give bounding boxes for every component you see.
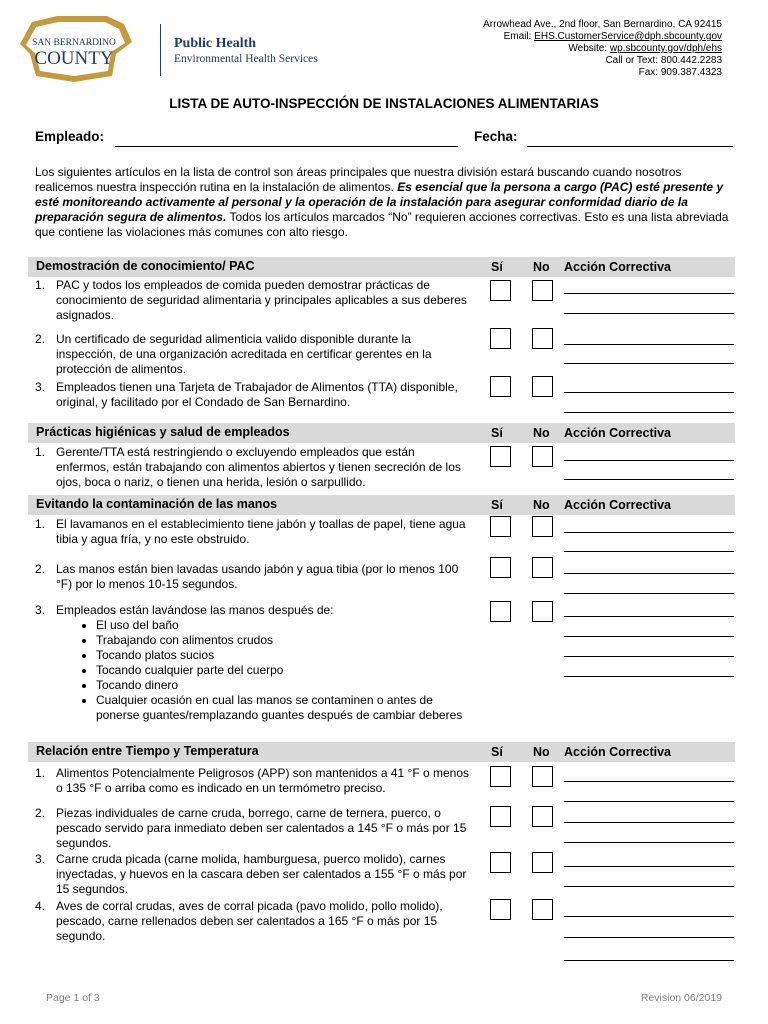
yes-checkbox[interactable] xyxy=(490,516,511,537)
checklist-item xyxy=(35,562,465,594)
item-number: 2. xyxy=(35,562,46,576)
corrective-action-line[interactable] xyxy=(564,960,734,961)
item-text: PAC y todos los empleados de comida pueden demostrar prácticas de conocimiento de seguridad alimentaria y principales aplicables a sus deberes asignados. xyxy=(56,278,467,322)
corrective-action-line[interactable] xyxy=(564,551,734,552)
bullet-list xyxy=(56,618,471,723)
yes-checkbox[interactable] xyxy=(490,766,511,787)
checklist-item xyxy=(35,332,465,380)
yes-checkbox[interactable] xyxy=(490,376,511,397)
no-checkbox[interactable] xyxy=(532,766,553,787)
corrective-action-line[interactable] xyxy=(564,866,734,867)
list-item: • Cualquier ocasión en cual las manos se contaminen o antes de ponerse guantes/remplazando guantes después de cambiar deberes xyxy=(96,693,471,723)
checklist-item xyxy=(35,852,465,900)
email-label: Email: xyxy=(503,31,535,42)
corrective-action-line[interactable] xyxy=(564,593,734,594)
yes-checkbox[interactable] xyxy=(490,601,511,622)
employee-label: Empleado: xyxy=(35,129,105,144)
corrective-action-line[interactable] xyxy=(564,344,734,345)
date-field[interactable] xyxy=(527,146,733,147)
yes-checkbox[interactable] xyxy=(490,328,511,349)
no-checkbox[interactable] xyxy=(532,852,553,873)
column-no: No xyxy=(533,745,550,759)
item-text: Carne cruda picada (carne molida, hamburguesa, puerco molido), carnes inyectadas, y huevos en la cascara deben ser calentados a 155 °F o más por 15 segundos. xyxy=(56,852,467,896)
no-checkbox[interactable] xyxy=(532,446,553,467)
no-checkbox[interactable] xyxy=(532,516,553,537)
contact-block xyxy=(483,19,722,79)
item-number: 1. xyxy=(35,766,46,780)
list-item: • El uso del baño xyxy=(96,618,471,633)
corrective-action-line[interactable] xyxy=(564,293,734,294)
checklist-item xyxy=(35,766,470,798)
item-text: Gerente/TTA está restringiendo o excluyendo empleados que están enfermos, están trabajando con alimentos abiertos y tienen secreción de los ojos, boca o nariz, o tienen una herida, lesión o sarpullido. xyxy=(56,445,461,489)
item-text-block xyxy=(56,603,471,723)
address: Arrowhead Ave., 2nd floor, San Bernardino, CA 92415 xyxy=(483,19,722,30)
section-header xyxy=(28,742,735,762)
website-label: Website: xyxy=(568,43,610,54)
column-action: Acción Correctiva xyxy=(564,498,671,512)
item-number: 3. xyxy=(35,603,46,617)
item-number: 3. xyxy=(35,852,46,866)
yes-checkbox[interactable] xyxy=(490,280,511,301)
section-title: Demostración de conocimiento/ PAC xyxy=(36,259,255,273)
item-number: 1. xyxy=(35,517,46,531)
column-action: Acción Correctiva xyxy=(564,260,671,274)
item-number: 4. xyxy=(35,899,46,913)
intro-part2: Es esencial que la persona a cargo (PAC) esté presente y esté monitoreando activamente al personal y la operación de la instalación para asegurar conformidad diario de la preparación segura de alimentos. xyxy=(35,180,724,224)
intro-part1: Los siguientes artículos en la lista de control son áreas principales que nuestra división estará buscando cuando nosotros realicemos nuestra inspección rutina en la instalación de alimentos. xyxy=(35,165,682,194)
column-yes: Sí xyxy=(491,498,503,512)
county-seal-icon xyxy=(12,14,137,84)
intro-part3: Todos los artículos marcados “No” requieren acciones correctivas. Esto es una lista abreviada que contiene las violaciones más comunes con alto riesgo. xyxy=(35,210,729,239)
corrective-action-line[interactable] xyxy=(564,676,734,677)
corrective-action-line[interactable] xyxy=(564,842,734,843)
corrective-action-line[interactable] xyxy=(564,532,734,533)
no-checkbox[interactable] xyxy=(532,899,553,920)
document-title: LISTA DE AUTO-INSPECCIÓN DE INSTALACIONES ALIMENTARIAS xyxy=(169,96,599,111)
yes-checkbox[interactable] xyxy=(490,557,511,578)
fax: Fax: 909.387.4323 xyxy=(638,67,722,78)
corrective-action-line[interactable] xyxy=(564,916,734,917)
column-no: No xyxy=(533,260,550,274)
checklist-item xyxy=(35,517,465,549)
corrective-action-line[interactable] xyxy=(564,313,734,314)
item-text: Un certificado de seguridad alimenticia valido disponible durante la inspección, de una organización acreditada en certificar gerentes en la protección de alimentos. xyxy=(56,332,432,376)
website-link[interactable]: wp.sbcounty.gov/dph/ehs xyxy=(609,43,722,54)
column-no: No xyxy=(533,498,550,512)
yes-checkbox[interactable] xyxy=(490,806,511,827)
item-text: Empleados tienen una Tarjeta de Trabajador de Alimentos (TTA) disponible, original, y facilitado por el Condado de San Bernardino. xyxy=(56,380,458,409)
no-checkbox[interactable] xyxy=(532,557,553,578)
website-line xyxy=(483,43,722,55)
no-checkbox[interactable] xyxy=(532,328,553,349)
corrective-action-line[interactable] xyxy=(564,937,734,938)
corrective-action-line[interactable] xyxy=(564,479,734,480)
section-title: Prácticas higiénicas y salud de empleados xyxy=(36,425,290,439)
checklist-item xyxy=(35,603,465,741)
item-text: Alimentos Potencialmente Peligrosos (APP) son mantenidos a 41 °F o menos o 135 °F o arriba como es indicado en un termómetro preciso. xyxy=(56,766,470,795)
section-header xyxy=(28,257,735,277)
corrective-action-line[interactable] xyxy=(564,822,734,823)
no-checkbox[interactable] xyxy=(532,601,553,622)
corrective-action-line[interactable] xyxy=(564,656,734,657)
list-item: • Trabajando con alimentos crudos xyxy=(96,633,471,648)
section-header xyxy=(28,423,735,443)
logo-line2: COUNTY xyxy=(34,48,114,69)
checklist-item xyxy=(35,278,465,326)
email-link[interactable]: EHS.CustomerService@dph.sbcounty.gov xyxy=(534,31,722,42)
corrective-action-line[interactable] xyxy=(564,412,734,413)
item-number: 2. xyxy=(35,332,46,346)
item-text: Las manos están bien lavadas usando jabón y agua tibia (por lo menos 100 °F) por lo menos 10-15 segundos. xyxy=(56,562,459,591)
no-checkbox[interactable] xyxy=(532,280,553,301)
corrective-action-line[interactable] xyxy=(564,616,734,617)
column-yes: Sí xyxy=(491,745,503,759)
phone: Call or Text: 800.442.2283 xyxy=(605,55,722,66)
checklist-item xyxy=(35,445,465,493)
item-text: El lavamanos en el establecimiento tiene jabón y toallas de papel, tiene agua tibia y agua fría, y no este obstruido. xyxy=(56,517,466,546)
checklist-item xyxy=(35,380,465,412)
corrective-action-line[interactable] xyxy=(564,392,734,393)
item-number: 2. xyxy=(35,806,46,820)
item-text: Empleados están lavándose las manos después de: xyxy=(56,603,334,617)
list-item: • Tocando cualquier parte del cuerpo xyxy=(96,663,471,678)
corrective-action-line[interactable] xyxy=(564,801,734,802)
column-no: No xyxy=(533,426,550,440)
email-line xyxy=(483,31,722,43)
item-text: Piezas individuales de carne cruda, borrego, carne de ternera, puerco, o pescado servido para inmediato deben ser calentados a 145 °F o más por 15 segundos. xyxy=(56,806,467,850)
corrective-action-line[interactable] xyxy=(564,781,734,782)
intro-paragraph xyxy=(35,165,735,240)
section-header xyxy=(28,495,735,515)
item-number: 1. xyxy=(35,278,46,292)
list-item: • Tocando platos sucios xyxy=(96,648,471,663)
employee-field[interactable] xyxy=(115,146,458,147)
column-yes: Sí xyxy=(491,260,503,274)
checklist-item xyxy=(35,806,465,854)
yes-checkbox[interactable] xyxy=(490,446,511,467)
corrective-action-line[interactable] xyxy=(564,573,734,574)
item-number: 3. xyxy=(35,380,46,394)
list-item: • Tocando dinero xyxy=(96,678,471,693)
revision-date: Revision 06/2019 xyxy=(640,992,722,1004)
page-number: Page 1 of 3 xyxy=(46,992,100,1004)
yes-checkbox[interactable] xyxy=(490,852,511,873)
checklist-item xyxy=(35,899,465,947)
section-title: Relación entre Tiempo y Temperatura xyxy=(36,744,259,758)
section-title: Evitando la contaminación de las manos xyxy=(36,497,278,511)
item-number: 1. xyxy=(35,445,46,459)
corrective-action-line[interactable] xyxy=(564,886,734,887)
department-name: Public Health xyxy=(174,36,257,51)
logo-divider xyxy=(160,24,161,76)
item-text: Aves de corral crudas, aves de corral picada (pavo molido, pollo molido), pescado, carne rellenados deben ser calentados a 165 °F o más por 15 segundo. xyxy=(56,899,443,943)
corrective-action-line[interactable] xyxy=(564,460,734,461)
yes-checkbox[interactable] xyxy=(490,899,511,920)
logo-line1: SAN BERNARDINO xyxy=(32,38,116,48)
corrective-action-line[interactable] xyxy=(564,636,734,637)
column-action: Acción Correctiva xyxy=(564,426,671,440)
corrective-action-line[interactable] xyxy=(564,363,734,364)
no-checkbox[interactable] xyxy=(532,806,553,827)
column-action: Acción Correctiva xyxy=(564,745,671,759)
column-yes: Sí xyxy=(491,426,503,440)
county-logo xyxy=(12,14,318,86)
department-subtitle: Environmental Health Services xyxy=(174,53,318,65)
date-label: Fecha: xyxy=(474,129,518,144)
no-checkbox[interactable] xyxy=(532,376,553,397)
